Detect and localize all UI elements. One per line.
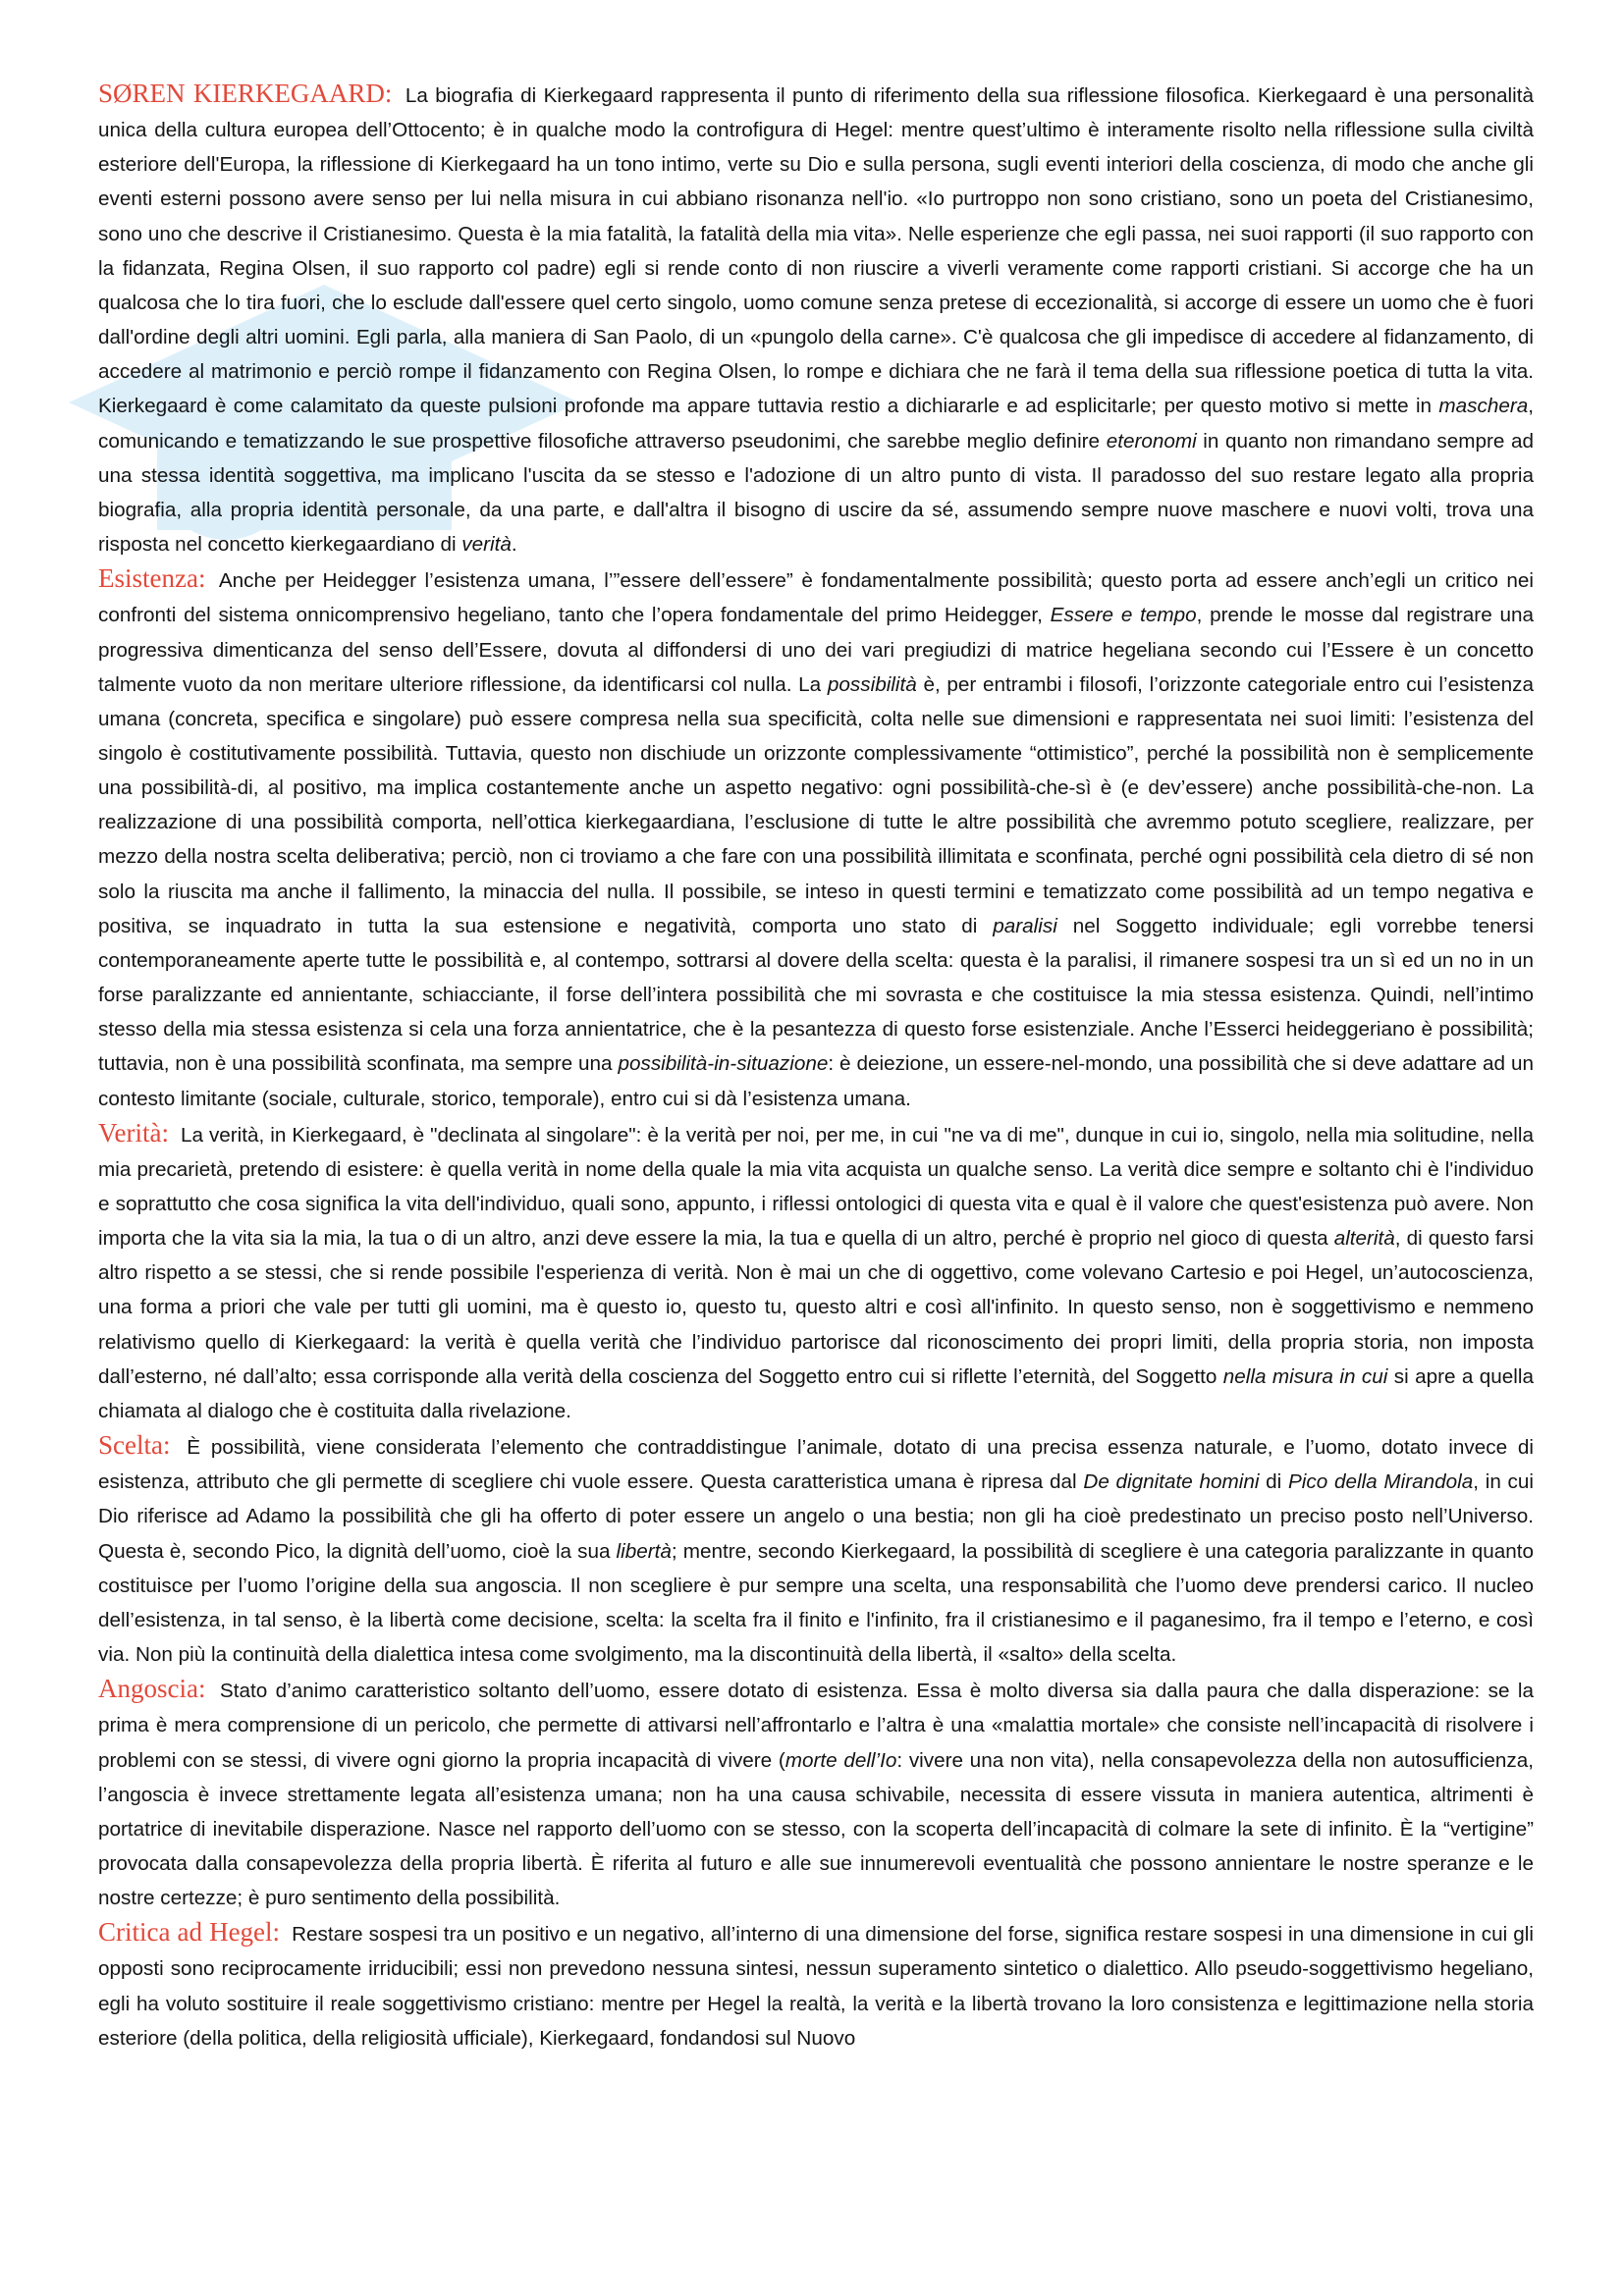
section-heading: Esistenza: bbox=[98, 563, 206, 594]
text-run-italic: possibilità bbox=[827, 672, 917, 696]
text-run-italic: possibilità-in-situazione bbox=[618, 1052, 829, 1076]
text-run: È possibilità, viene considerata l’elemento che contraddistingue l’animale, dotato di una precisa essenza naturale, e l’uomo, dotato invece di esistenza, attributo che gli permette di scegliere chi vuole essere. Questa caratteristica umana è ripresa dal bbox=[98, 1436, 1534, 1494]
text-run-italic: De dignitate homini bbox=[1083, 1470, 1260, 1494]
text-run: , prende le mosse dal registrare una progressiva dimenticanza del senso dell’Essere, dovuta al diffondersi di uno dei vari pregiudizi di matrice hegeliana secondo cui l’Essere è un concetto talmente vuoto da non meritare ulteriore riflessione, da identificarsi col nulla. La bbox=[98, 604, 1534, 696]
section-heading: Angoscia: bbox=[98, 1674, 206, 1704]
text-run: è, per entrambi i filosofi, l’orizzonte categoriale entro cui l’esistenza umana (concreta, specifica e singolare) può essere compresa nella sua specificità, colta nelle sue dimensioni e rappresentata nei suoi limiti: l’esistenza del singolo è costitutivamente possibilità. Tuttavia, questo non dischiude un orizzonte complessivamente “ottimistico”, perché la possibilità non è semplicemente una possibilità-di, al positivo, ma implica costantemente anche un aspetto negativo: ogni possibilità-che-sì è (e dev’essere) anche possibilità-che-non. La realizzazione di una possibilità comporta, nell’ottica kierkegaardiana, l’esclusione di tutte le altre possibilità che avremmo potuto scegliere, realizzare, per mezzo della nostra scelta deliberativa; perciò, non ci troviamo a che fare con una possibilità illimitata e sconfinata, perché ogni possibilità cela dietro di sé non solo la riuscita ma anche il fallimento, la minaccia del nulla. Il possibile, se inteso in questi termini e tematizzato come possibilità ad un tempo negativa e positiva, se inquadrato in tutta la sua estensione e negatività, comporta uno stato di bbox=[98, 672, 1534, 937]
text-run: : è deiezione, un essere-nel-mondo, una possibilità che si deve adattare ad un contesto limitante (sociale, culturale, storico, temporale), entro cui si dà l’esistenza umana. bbox=[98, 1052, 1534, 1110]
text-run: Anche per Heidegger l’esistenza umana, l’”essere dell’essere” è fondamentalmente possibilità; questo porta ad essere anch’egli un critico nei confronti del sistema onnicomprensivo hegeliano, tanto che l’opera fondamentale del primo Heidegger, bbox=[98, 569, 1534, 627]
text-run: Stato d’animo caratteristico soltanto dell’uomo, essere dotato di esistenza. Essa è molto diversa sia dalla paura che dalla disperazione: se la prima è mera comprensione di un pericolo, che permette di attivarsi nell’affrontarlo e l’altra è una «malattia mortale» che consiste nell’incapacità di risolvere i problemi con se stessi, di vivere ogni giorno la propria incapacità di vivere ( bbox=[98, 1680, 1534, 1772]
text-run: La verità, in Kierkegaard, è "declinata al singolare": è la verità per noi, per me, in cui "ne va di me", dunque in cui io, singolo, nella mia solitudine, nella mia precarietà, pretendo di esistere: è quella verità in nome della quale la mia vita acquista un qualche senso. La verità dice sempre e soltanto chi è l'individuo e soprattutto che cosa significa la vita dell'individuo, quali sono, appunto, i riflessi ontologici di questa vita e qual è il valore che quest'esistenza può avere. Non importa che la vita sia la mia, la tua o di un altro, anzi deve essere la mia, la tua e quella di un altro, perché è proprio nel gioco di questa bbox=[98, 1123, 1534, 1251]
text-run-italic: alterità bbox=[1333, 1227, 1395, 1251]
section-verita bbox=[98, 1116, 1534, 1428]
text-run: ; mentre, secondo Kierkegaard, la possibilità di scegliere è una categoria paralizzante in quanto costituisce per l’uomo l’origine della sua angoscia. Il non scegliere è pur sempre una scelta, una responsabilità che l’uomo deve prendersi carico. Il nucleo dell’esistenza, in tal senso, è la libertà come decisione, scelta: la scelta fra il finito e l'infinito, fra il cristianesimo e il paganesimo, fra il tempo e l’eterno, e così via. Non più la continuità della dialettica intesa come svolgimento, ma la discontinuità della libertà, il «salto» della scelta. bbox=[98, 1539, 1534, 1667]
text-run-italic: Essere e tempo bbox=[1050, 604, 1197, 627]
text-run-italic: paralisi bbox=[993, 914, 1057, 937]
text-run: si apre a quella chiamata al dialogo che è costituita dalla rivelazione. bbox=[98, 1364, 1535, 1422]
section-heading: Critica ad Hegel: bbox=[98, 1917, 281, 1948]
text-run-italic: maschera bbox=[1438, 395, 1529, 418]
section-critica-hegel bbox=[98, 1915, 1534, 2056]
text-run: in quanto non rimandano sempre ad una stessa identità soggettiva, ma implicano l'uscita da se stesso e l'adozione di un altro punto di vista. Il paradosso del suo restare legato alla propria biografia, alla propria identità personale, da una parte, e dall'altra il bisogno di uscire da sé, assumendo sempre nuove maschere e nuovi volti, trova una risposta nel concetto kierkegaardiano di bbox=[98, 429, 1535, 557]
text-run: La biografia di Kierkegaard rappresenta il punto di riferimento della sua riflessione filosofica. Kierkegaard è una personalità unica della cultura europea dell’Ottocento; è in qualche modo la controfigura di Hegel: mentre quest’ultimo è interamente risolto nella riflessione sulla civiltà esteriore dell'Europa, la riflessione di Kierkegaard ha un tono intimo, verte su Dio e sulla persona, sugli eventi interiori della coscienza, di modo che anche gli eventi esterni possono avere senso per lui nella misura in cui abbiano risonanza nell'io. «Io purtroppo non sono cristiano, sono un poeta del Cristianesimo, sono uno che descrive il Cristianesimo. Questa è la mia fatalità, la fatalità della mia vita». Nelle esperienze che egli passa, nei suoi rapporti (il suo rapporto con la fidanzata, Regina Olsen, il suo rapporto col padre) egli si rende conto di non riuscire a viverli veramente come rapporti cristiani. Si accorge che ha un qualcosa che lo tira fuori, che lo esclude dall'essere quel certo singolo, uomo comune senza pretese di eccezionalità, si accorge di essere un uomo che è fuori dall'ordine degli altri uomini. Egli parla, alla maniera di San Paolo, di un «pungolo della carne». C'è qualcosa che gli impedisce di accedere al fidanzamento, di accedere al matrimonio e perciò rompe il fidanzamento con Regina Olsen, lo rompe e dichiara che ne farà il tema della sua riflessione poetica di tutta la vita. Kierkegaard è come calamitato da queste pulsioni profonde ma appare tuttavia restio a dichiararle e ad esplicitarle; per questo motivo si mette in bbox=[98, 84, 1534, 418]
text-run-italic: eteronomi bbox=[1106, 429, 1197, 453]
text-run-italic: morte dell’Io bbox=[784, 1748, 897, 1772]
text-run: , comunicando e tematizzando le sue prospettive filosofiche attraverso pseudonimi, che sarebbe meglio definire bbox=[98, 395, 1534, 453]
text-run: , di questo farsi altro rispetto a se stessi, che si rende possibile l'esperienza di verità. Non è mai un che di oggettivo, come volevano Cartesio e poi Hegel, un’autocoscienza, una forma a priori che vale per tutti gli uomini, ma è questo io, questo tu, questo altri e così all'infinito. In questo senso, non è soggettivismo e nemmeno relativismo quello di Kierkegaard: la verità è quella verità che l’individuo partorisce dal riconoscimento dei propri limiti, della propria storia, non imposta dall’esterno, né dall’alto; essa corrisponde alla verità della coscienza del Soggetto entro cui si riflette l’eternità, del Soggetto bbox=[98, 1227, 1534, 1388]
text-run: nel Soggetto individuale; egli vorrebbe tenersi contemporaneamente aperte tutte le possibilità e, al contempo, sottrarsi al dovere della scelta: questa è la paralisi, il rimanere sospesi tra un sì ed un no in un forse paralizzante ed annientante, schiacciante, il forse dell’intera possibilità che mi sovrasta e che costituisce la mia stessa esistenza. Quindi, nell’intimo stesso della mia stessa esistenza si cela una forza annientatrice, che è la pesantezza di questo forse esistenziale. Anche l’Esserci heideggeriano è possibilità; tuttavia, non è una possibilità sconfinata, ma sempre una bbox=[98, 914, 1534, 1076]
section-angoscia bbox=[98, 1672, 1534, 1915]
section-heading: SØREN KIERKEGAARD: bbox=[98, 79, 393, 108]
document-page bbox=[98, 77, 1534, 2280]
text-run-italic: Pico della Mirandola bbox=[1288, 1470, 1474, 1494]
section-kierkegaard bbox=[98, 77, 1534, 561]
text-run: di bbox=[1259, 1470, 1288, 1494]
text-run: . bbox=[511, 533, 517, 557]
section-esistenza bbox=[98, 561, 1534, 1116]
text-run: : vivere una non vita), nella consapevolezza della non autosufficienza, l’angoscia è invece strettamente legata all’esistenza umana; non ha una causa schivabile, necessita di essere vissuta in maniera autentica, altrimenti è portatrice di inevitabile disperazione. Nasce nel rapporto dell’uomo con se stesso, con la scoperta dell’incapacità di colmare la sete di infinito. È la “vertigine” provocata dalla consapevolezza della propria libertà. È riferita al futuro e alle sue innumerevoli eventualità che possono annientare le nostre speranze e le nostre certezze; è puro sentimento della possibilità. bbox=[98, 1748, 1534, 1910]
text-run: Restare sospesi tra un positivo e un negativo, all’interno di una dimensione del forse, significa restare sospesi in una dimensione in cui gli opposti sono reciprocamente irriducibili; essi non prevedono nessuna sintesi, nessun superamento sintetico o dialettico. Allo pseudo-soggettivismo hegeliano, egli ha voluto sostituire il reale soggettivismo cristiano: mentre per Hegel la realtà, la verità e la libertà trovano la loro consistenza e legittimazione nella storia esteriore (della politica, della religiosità ufficiale), Kierkegaard, fondandosi sul Nuovo bbox=[98, 1923, 1534, 2050]
section-scelta bbox=[98, 1428, 1534, 1672]
section-heading: Verità: bbox=[98, 1117, 169, 1148]
text-run-italic: verità bbox=[461, 533, 512, 557]
text-run: , in cui Dio riferisce ad Adamo la possibilità che gli ha offerto di poter essere un angelo o una bestia; non gli ha cioè predestinato un preciso posto nell’Universo. Questa è, secondo Pico, la dignità dell’uomo, cioè la sua bbox=[98, 1470, 1534, 1563]
text-run-italic: libertà bbox=[616, 1539, 672, 1563]
section-heading: Scelta: bbox=[98, 1430, 171, 1461]
text-run-italic: nella misura in cui bbox=[1222, 1364, 1388, 1388]
